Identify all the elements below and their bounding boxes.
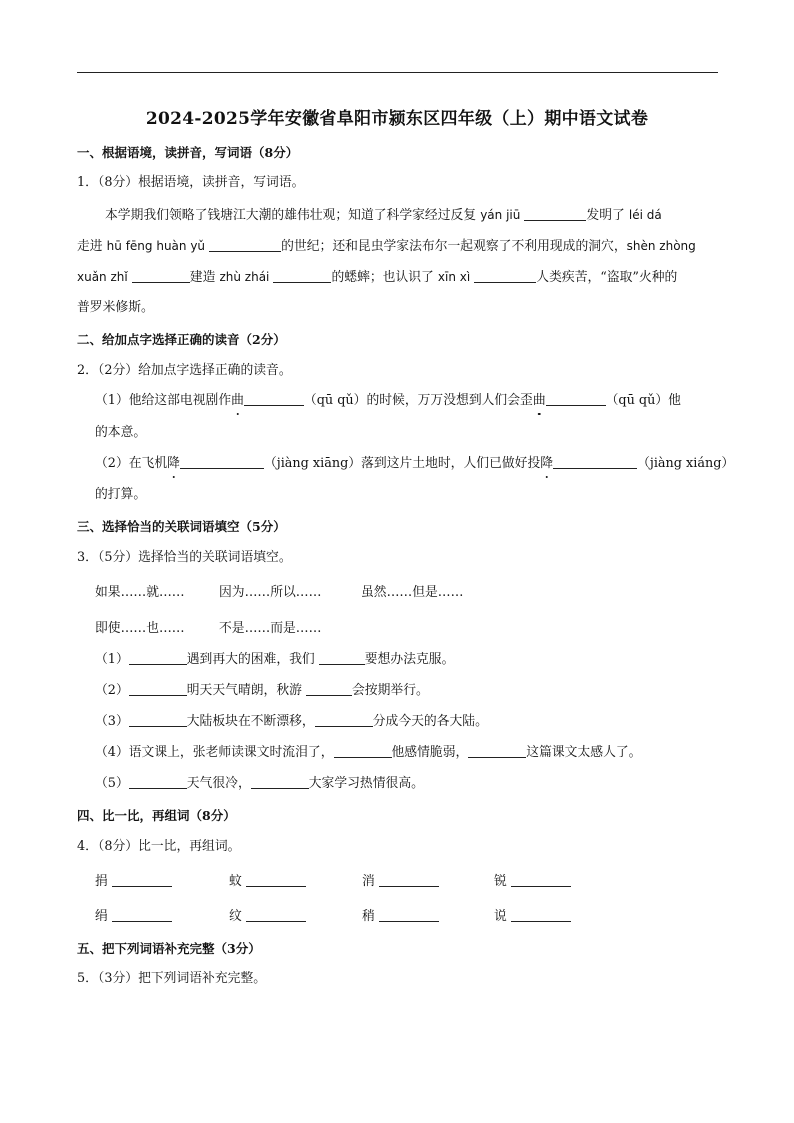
dotted-char: 曲: [533, 391, 546, 411]
answer-blank[interactable]: [379, 872, 439, 887]
question-1-line-4: 普罗米修斯。: [77, 300, 154, 315]
q1-pinyin: léi dá: [628, 208, 662, 222]
q2-text: （qū qǔ）的时候，万万没想到人们会歪: [303, 393, 533, 408]
item-label: （5）: [95, 776, 129, 791]
answer-blank[interactable]: [246, 872, 306, 887]
answer-blank[interactable]: [319, 650, 365, 665]
answer-blank[interactable]: [132, 268, 190, 283]
item-text: 他感情脆弱，: [391, 745, 469, 760]
dotted-char: 曲: [231, 391, 244, 411]
section-4-header: 四、比一比，再组词（8分）: [77, 808, 236, 823]
option-3: 虽然……但是……: [361, 585, 464, 600]
char: 稍: [362, 909, 375, 924]
answer-blank[interactable]: [251, 774, 309, 789]
compare-char: [229, 870, 306, 889]
dotted-char: 降: [167, 454, 180, 474]
answer-blank[interactable]: [129, 712, 187, 727]
q1-pinyin: hū fēng huàn yǔ: [106, 239, 206, 253]
option-1: 如果……就……: [95, 585, 185, 600]
answer-blank[interactable]: [474, 268, 536, 283]
q1-text: 人类疾苦，“盗取”火种的: [536, 270, 678, 285]
char: 蚊: [229, 874, 242, 889]
answer-blank[interactable]: [246, 907, 306, 922]
question-2-item-1: [95, 391, 681, 411]
q1-text: 本学期我们领略了钱塘江大潮的雄伟壮观；知道了科学家经过反复: [105, 208, 477, 223]
section-2-header: 二、给加点字选择正确的读音（2分）: [77, 332, 286, 347]
question-3-stem: 3．（5分）选择恰当的关联词语填空。: [77, 550, 292, 565]
q2-text: （qū qǔ）他: [605, 393, 681, 408]
item-text: 这篇课文太感人了。: [526, 745, 642, 760]
q1-text: 的蟋蟀；也认识了: [331, 270, 434, 285]
answer-blank[interactable]: [244, 391, 304, 406]
q1-pinyin: xuǎn zhǐ: [77, 270, 128, 284]
q2-text: （jiàng xiáng）: [637, 456, 735, 471]
option-4: 即使……也……: [95, 621, 185, 636]
question-2-item-2: [95, 454, 734, 474]
char: 说: [494, 909, 507, 924]
question-1-stem: 1．（8分）根据语境，读拼音，写词语。: [77, 175, 305, 190]
question-1-line-3: [77, 267, 677, 288]
answer-blank[interactable]: [468, 743, 526, 758]
option-5: 不是……而是……: [219, 621, 322, 636]
section-5-header: 五、把下列词语补充完整（3分）: [77, 941, 261, 956]
question-3-item-3: [95, 712, 488, 732]
answer-blank[interactable]: [273, 268, 331, 283]
answer-blank[interactable]: [546, 391, 606, 406]
section-1-header: 一、根据语境，读拼音，写词语（8分）: [77, 145, 299, 160]
section-3-header: 三、选择恰当的关联词语填空（5分）: [77, 519, 286, 534]
q2-text: （2）在飞机: [95, 456, 168, 471]
answer-blank[interactable]: [112, 872, 172, 887]
item-label: （2）: [95, 683, 129, 698]
answer-blank[interactable]: [112, 907, 172, 922]
compare-char: [494, 905, 571, 924]
item-text: 分成今天的各大陆。: [372, 714, 488, 729]
answer-blank[interactable]: [511, 907, 571, 922]
exam-title: 2024-2025学年安徽省阜阳市颍东区四年级（上）期中语文试卷: [145, 109, 649, 129]
q2-text: （jiàng xiāng）落到这片土地时，人们已做好投: [263, 456, 541, 471]
question-5-stem: 5．（3分）把下列词语补充完整。: [77, 971, 267, 986]
question-3-item-2: [95, 681, 429, 701]
q2-text: （1）他给这部电视剧作: [95, 393, 232, 408]
q1-pinyin: xīn xì: [437, 270, 471, 284]
question-2-item-1-cont: 的本意。: [95, 425, 147, 440]
dotted-char: 降: [540, 454, 553, 474]
item-text: （4）语文课上，张老师读课文时流泪了，: [95, 745, 334, 760]
answer-blank[interactable]: [129, 650, 187, 665]
char: 捐: [95, 874, 108, 889]
question-3-item-1: [95, 650, 454, 670]
question-1-line-1: [105, 205, 662, 226]
answer-blank[interactable]: [334, 743, 392, 758]
compare-char: [362, 870, 439, 889]
question-3-item-4: [95, 743, 641, 763]
compare-char: [95, 870, 172, 889]
answer-blank[interactable]: [129, 774, 187, 789]
q1-text: 发明了: [586, 208, 625, 223]
compare-char: [95, 905, 172, 924]
item-text: 大家学习热情很高。: [308, 776, 424, 791]
answer-blank[interactable]: [209, 237, 281, 252]
answer-blank[interactable]: [306, 681, 352, 696]
question-2-item-2-cont: 的打算。: [95, 487, 147, 502]
question-3-item-5: [95, 774, 424, 794]
answer-blank[interactable]: [524, 206, 586, 221]
q1-pinyin: yán jiū: [480, 208, 521, 222]
char: 绢: [95, 909, 108, 924]
item-text: 要想办法克服。: [364, 652, 455, 667]
compare-char: [362, 905, 439, 924]
item-label: （3）: [95, 714, 129, 729]
q1-text: 的世纪；还和昆虫学家法布尔一起观察了不利用现成的洞穴，: [281, 239, 627, 254]
item-text: 会按期举行。: [352, 683, 429, 698]
item-text: 天气很冷，: [186, 776, 251, 791]
top-divider: [77, 72, 718, 73]
char: 纹: [229, 909, 242, 924]
compare-char: [494, 870, 571, 889]
q1-pinyin: zhù zhái: [219, 270, 270, 284]
answer-blank[interactable]: [180, 454, 264, 469]
option-2: 因为……所以……: [219, 585, 322, 600]
q1-text: 走进: [77, 239, 103, 254]
q1-pinyin: shèn zhòng: [626, 239, 696, 253]
answer-blank[interactable]: [511, 872, 571, 887]
char: 锐: [494, 874, 507, 889]
compare-char: [229, 905, 306, 924]
question-4-stem: 4．（8分）比一比，再组词。: [77, 839, 241, 854]
answer-blank[interactable]: [129, 681, 187, 696]
char: 消: [362, 874, 375, 889]
item-text: 遇到再大的困难，我们: [186, 652, 315, 667]
question-1-line-2: [77, 236, 696, 257]
answer-blank[interactable]: [553, 454, 637, 469]
item-label: （1）: [95, 652, 129, 667]
q1-text: 建造: [189, 270, 216, 285]
question-2-stem: 2．（2分）给加点字选择正确的读音。: [77, 363, 292, 378]
item-text: 大陆板块在不断漂移，: [186, 714, 315, 729]
answer-blank[interactable]: [315, 712, 373, 727]
item-text: 明天天气晴朗，秋游: [186, 683, 302, 698]
answer-blank[interactable]: [379, 907, 439, 922]
